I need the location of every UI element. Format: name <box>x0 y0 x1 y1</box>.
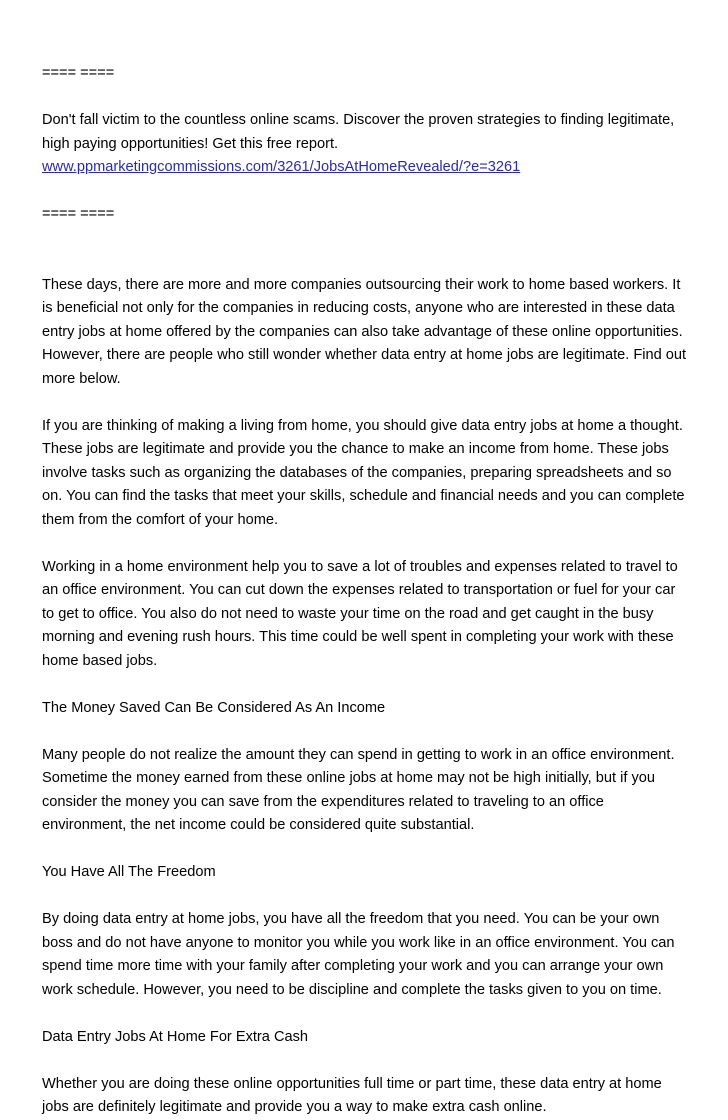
promo-link[interactable]: www.ppmarketingcommissions.com/3261/JobsAtHomeRevealed/?e=3261 <box>42 159 521 175</box>
heading-extra-cash: Data Entry Jobs At Home For Extra Cash <box>42 1028 309 1045</box>
paragraph-freedom: By doing data entry at home jobs, you have all the freedom that you need. You can be your own boss and do not have anyone to monitor you while you work like in an office environment. You can spend time more time with your family after completing your work and you can arrange your own work schedule. However, you need to be discipline and complete the tasks given to you on time. <box>42 911 675 998</box>
heading-money-saved: The Money Saved Can Be Considered As An Income <box>42 699 386 716</box>
promo-link-line <box>42 156 688 180</box>
heading-freedom: You Have All The Freedom <box>42 864 216 880</box>
paragraph-making-living: If you are thinking of making a living from home, you should give data entry jobs at home a thought. These jobs are legitimate and provide you the chance to make an income from home. These jobs involve tasks such as organizing the databases of the companies, preparing spreadsheets and so on. You can find the tasks that meet your skills, schedule and financial needs and you can complete them from the comfort of your home. <box>42 417 685 528</box>
paragraph-intro: These days, there are more and more companies outsourcing their work to home based workers. It is beneficial not only for the companies in reducing costs, anyone who are interested in these data entry jobs at home offered by the companies can also take advantage of these online opportunities. However, there are people who still wonder whether data entry at home jobs are legitimate. Find out more below. <box>42 276 687 387</box>
separator-top: ==== ==== <box>42 65 115 81</box>
paragraph-home-environment: Working in a home environment help you to save a lot of troubles and expenses related to travel to an office environment. You can cut down the expenses related to transportation or fuel for your car to get to office. You also do not need to waste your time on the road and get caught in the busy morning and evening rush hours. This time could be well spent in completing your work with these home based jobs. <box>42 558 678 669</box>
promo-text: Don't fall victim to the countless online scams. Discover the proven strategies to finding legitimate, high paying opportunities! Get this free report. <box>42 112 675 152</box>
paragraph-money-saved: Many people do not realize the amount they can spend in getting to work in an office environment. Sometime the money earned from these online jobs at home may not be high initially, but if you consider the money you can save from the expenditures related to traveling to an office environment, the net income could be considered quite substantial. <box>42 746 675 833</box>
paragraph-extra-cash: Whether you are doing these online opportunities full time or part time, these data entry at home jobs are definitely legitimate and provide you a way to make extra cash online. <box>42 1075 662 1115</box>
separator-bottom: ==== ==== <box>42 206 115 222</box>
